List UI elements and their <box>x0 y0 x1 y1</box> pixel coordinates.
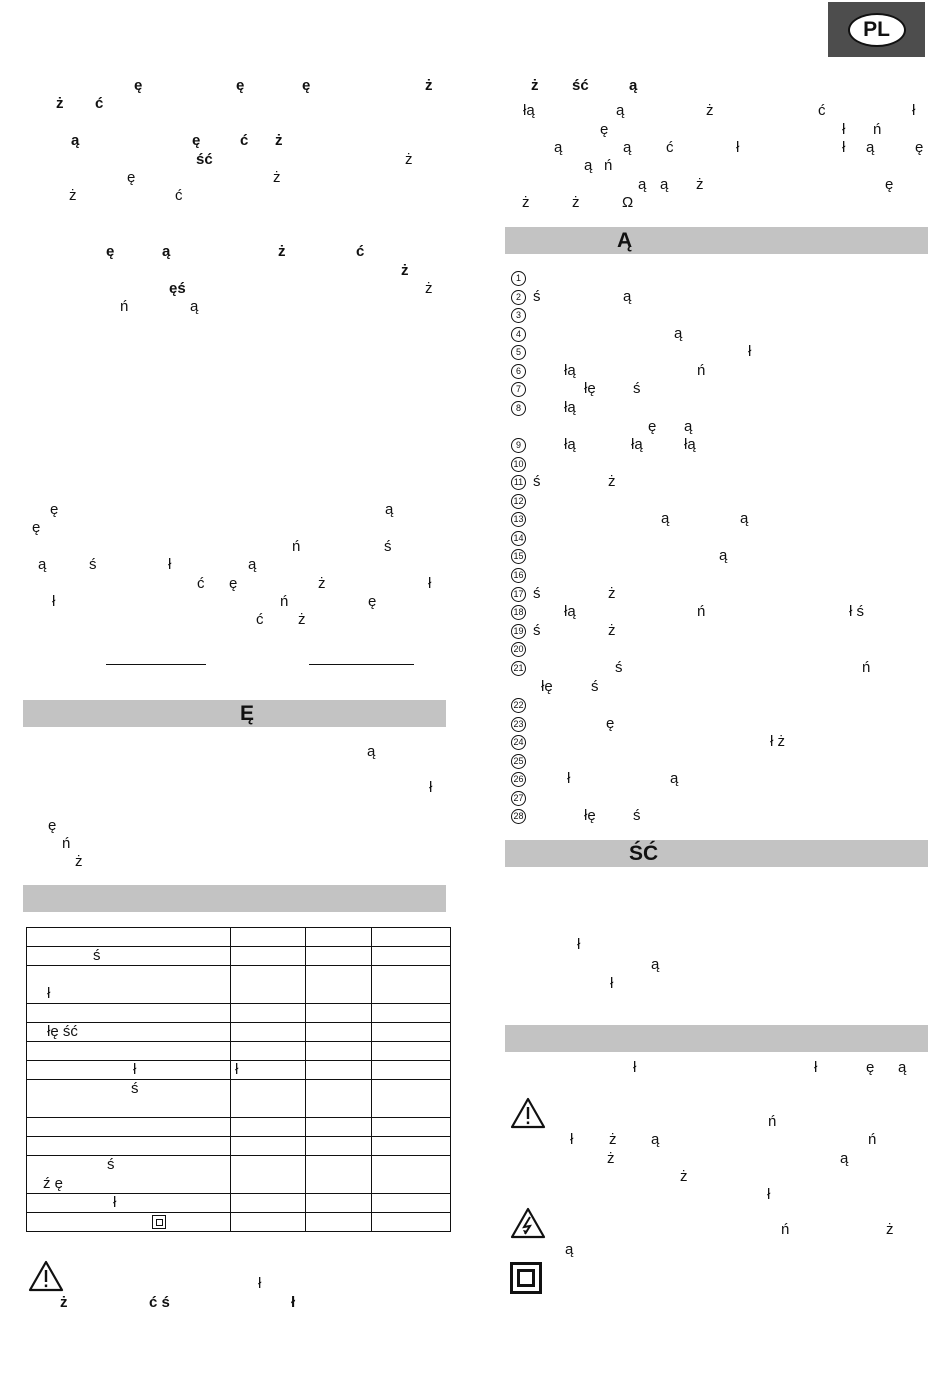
text-fragment: ł <box>767 1186 771 1203</box>
text-fragment: ść <box>196 151 213 168</box>
text-fragment: ń <box>873 121 882 138</box>
text-fragment: ę <box>127 169 136 186</box>
text-fragment: ż <box>273 169 281 186</box>
part-label-fragment: łą <box>631 436 643 453</box>
part-label-fragment: ś <box>533 288 541 305</box>
signature-line-left <box>106 664 206 665</box>
text-fragment: ż <box>275 132 283 149</box>
text-fragment: ń <box>292 538 301 555</box>
text-fragment: ń <box>120 298 129 315</box>
section-bar-a <box>505 227 928 254</box>
text-fragment: ę <box>106 243 115 260</box>
table-cell <box>372 1042 451 1061</box>
text-fragment: ł <box>570 1131 574 1148</box>
part-label-fragment: ś <box>533 585 541 602</box>
part-number: 21 <box>511 661 526 676</box>
text-fragment: ę <box>48 817 57 834</box>
table-row <box>27 1061 451 1080</box>
text-fragment: ż <box>696 176 704 193</box>
part-number: 4 <box>511 327 526 342</box>
table-cell <box>306 947 372 966</box>
table-cell <box>372 1004 451 1023</box>
text-fragment: ł <box>736 139 740 156</box>
cell-text: ł <box>47 985 51 1002</box>
table-cell <box>231 1042 306 1061</box>
table-cell <box>27 928 231 947</box>
text-fragment: ą <box>385 501 394 518</box>
part-label-fragment: ą <box>674 325 683 342</box>
table-cell <box>372 1137 451 1156</box>
part-label-fragment: ń <box>697 603 706 620</box>
text-fragment: ż <box>401 262 409 279</box>
part-label-fragment: łą <box>684 436 696 453</box>
part-number: 9 <box>511 438 526 453</box>
table-cell <box>306 1213 372 1232</box>
text-fragment: ę <box>32 519 41 536</box>
table-row <box>27 1194 451 1213</box>
table-cell <box>27 1042 231 1061</box>
text-fragment: ł <box>291 1294 296 1311</box>
part-label-fragment: łą <box>564 603 576 620</box>
text-fragment: ł <box>168 556 172 573</box>
table-cell <box>306 1061 372 1080</box>
table-row <box>27 1042 451 1061</box>
part-number: 16 <box>511 568 526 583</box>
part-number: 3 <box>511 308 526 323</box>
table-cell <box>306 1042 372 1061</box>
text-fragment: ż <box>69 187 77 204</box>
part-number: 12 <box>511 494 526 509</box>
section-title-sc: ŚĆ <box>629 842 659 865</box>
table-cell <box>372 1194 451 1213</box>
table-cell <box>372 1118 451 1137</box>
text-fragment: ł <box>428 575 432 592</box>
table-row <box>27 966 451 1004</box>
part-number: 14 <box>511 531 526 546</box>
section-bar-e <box>23 700 446 727</box>
text-fragment: ż <box>706 102 714 119</box>
part-label-fragment: ż <box>608 585 616 602</box>
cell-text: ś <box>131 1080 139 1097</box>
part-label-fragment: łą <box>564 436 576 453</box>
text-fragment: ł <box>814 1059 818 1076</box>
text-fragment: ść <box>572 77 589 94</box>
part-label-fragment: ż <box>608 473 616 490</box>
text-fragment: ć <box>356 243 365 260</box>
part-number: 5 <box>511 345 526 360</box>
table-cell <box>231 1137 306 1156</box>
table-cell <box>372 1080 451 1118</box>
section-title-a: Ą <box>617 229 633 252</box>
text-fragment: ń <box>280 593 289 610</box>
part-number: 18 <box>511 605 526 620</box>
text-fragment: ę <box>236 77 245 94</box>
cell-text: ś <box>93 947 101 964</box>
text-fragment: ą <box>162 243 171 260</box>
table-cell <box>231 1194 306 1213</box>
electric-shock-warning-icon <box>510 1207 546 1239</box>
text-fragment: ą <box>38 556 47 573</box>
part-label-fragment: ę <box>606 715 615 732</box>
text-fragment: ż <box>425 280 433 297</box>
text-fragment: ę <box>368 593 377 610</box>
table-cell <box>231 1213 306 1232</box>
table-cell <box>231 947 306 966</box>
table-cell <box>372 928 451 947</box>
table-cell <box>27 1213 231 1232</box>
part-number: 24 <box>511 735 526 750</box>
part-label-fragment: ł ś <box>849 603 864 620</box>
text-fragment: ś <box>89 556 97 573</box>
text-fragment: ż <box>278 243 286 260</box>
text-fragment: ę <box>192 132 201 149</box>
text-fragment: ę <box>50 501 59 518</box>
text-fragment: ą <box>651 1131 660 1148</box>
text-fragment: ś <box>384 538 392 555</box>
part-label-fragment: ś <box>591 678 599 695</box>
cell-text: ł <box>133 1061 137 1078</box>
part-number: 1 <box>511 271 526 286</box>
text-fragment: ę <box>600 121 609 138</box>
text-fragment: ą <box>565 1241 574 1258</box>
part-label-fragment: ł <box>567 770 571 787</box>
text-fragment: ł <box>842 121 846 138</box>
text-fragment: ż <box>886 1221 894 1238</box>
text-fragment: ż <box>405 151 413 168</box>
part-label-fragment: łę <box>584 380 596 397</box>
table-cell <box>372 1156 451 1194</box>
table-cell <box>27 966 231 1004</box>
table-cell <box>231 1023 306 1042</box>
text-fragment: ć <box>95 95 104 112</box>
text-fragment: ż <box>56 95 64 112</box>
text-fragment: ż <box>607 1150 615 1167</box>
text-fragment: ż <box>531 77 539 94</box>
text-fragment: ę <box>134 77 143 94</box>
text-fragment: łą <box>523 102 535 119</box>
table-cell <box>231 1004 306 1023</box>
signature-line-right <box>309 664 414 665</box>
part-label-fragment: ł <box>748 343 752 360</box>
text-fragment: ą <box>367 743 376 760</box>
text-fragment: ż <box>298 611 306 628</box>
part-label-fragment: ń <box>697 362 706 379</box>
part-label-fragment: ś <box>533 473 541 490</box>
table-cell <box>306 1156 372 1194</box>
section-title-e: Ę <box>240 702 255 725</box>
part-number: 25 <box>511 754 526 769</box>
part-number: 7 <box>511 382 526 397</box>
text-fragment: ż <box>75 853 83 870</box>
table-cell <box>372 1023 451 1042</box>
table-cell <box>231 966 306 1004</box>
table-cell <box>27 1023 231 1042</box>
part-label-fragment: ą <box>740 510 749 527</box>
text-fragment: ą <box>866 139 875 156</box>
section-bar-specs <box>23 885 446 912</box>
table-cell <box>372 947 451 966</box>
text-fragment: ą <box>71 132 80 149</box>
text-fragment: ć <box>175 187 183 204</box>
table-cell <box>372 966 451 1004</box>
text-fragment: ł <box>610 975 614 992</box>
text-fragment: ę <box>885 176 894 193</box>
text-fragment: ę <box>229 575 238 592</box>
table-cell <box>27 1194 231 1213</box>
part-label-fragment: łę <box>584 807 596 824</box>
double-insulation-icon <box>510 1262 542 1294</box>
table-cell <box>27 1156 231 1194</box>
section-bar-symbols <box>505 1025 928 1052</box>
part-label-fragment: ą <box>684 418 693 435</box>
part-label-fragment: łę <box>541 678 553 695</box>
table-cell <box>372 1213 451 1232</box>
part-number: 27 <box>511 791 526 806</box>
part-number: 19 <box>511 624 526 639</box>
table-cell <box>306 966 372 1004</box>
table-row <box>27 1004 451 1023</box>
text-fragment: ć <box>666 139 674 156</box>
text-fragment: ą <box>651 956 660 973</box>
text-fragment: ń <box>604 157 613 174</box>
table-cell <box>372 1061 451 1080</box>
text-fragment: ł <box>258 1275 262 1292</box>
table-cell <box>27 1137 231 1156</box>
text-fragment: ą <box>248 556 257 573</box>
cell-text: ź ę <box>43 1175 64 1192</box>
text-fragment: ą <box>623 139 632 156</box>
table-cell <box>306 928 372 947</box>
text-fragment: ć <box>818 102 826 119</box>
part-label-fragment: ą <box>661 510 670 527</box>
table-cell <box>306 1080 372 1118</box>
part-label-fragment: ą <box>623 288 632 305</box>
text-fragment: ń <box>868 1131 877 1148</box>
part-label-fragment: ł ż <box>770 733 785 750</box>
country-badge <box>828 2 925 57</box>
spec-table <box>26 927 451 1232</box>
text-fragment: ą <box>660 176 669 193</box>
text-fragment: ż <box>318 575 326 592</box>
text-fragment: ż <box>609 1131 617 1148</box>
table-cell <box>27 1004 231 1023</box>
cell-text: ł <box>235 1061 239 1078</box>
text-fragment: ą <box>629 77 638 94</box>
text-fragment: ń <box>768 1113 777 1130</box>
cell-text: łę ść <box>47 1023 78 1040</box>
text-fragment: ł <box>633 1059 637 1076</box>
part-number: 8 <box>511 401 526 416</box>
double-insulation-icon <box>152 1215 166 1229</box>
text-fragment: ł <box>912 102 916 119</box>
part-label-fragment: ś <box>633 807 641 824</box>
part-number: 11 <box>511 475 526 490</box>
text-fragment: ż <box>425 77 433 94</box>
table-cell <box>27 1080 231 1118</box>
cell-text: ś <box>107 1156 115 1173</box>
text-fragment: ę <box>915 139 924 156</box>
text-fragment: ń <box>62 835 71 852</box>
part-label-fragment: ń <box>862 659 871 676</box>
part-label-fragment: ś <box>533 622 541 639</box>
text-fragment: ł <box>842 139 846 156</box>
warning-triangle-icon <box>510 1097 546 1129</box>
part-number: 28 <box>511 809 526 824</box>
table-cell <box>231 1080 306 1118</box>
part-number: 15 <box>511 549 526 564</box>
text-fragment: ń <box>781 1221 790 1238</box>
text-fragment: ł <box>577 936 581 953</box>
part-label-fragment: ą <box>719 547 728 564</box>
text-fragment: ą <box>584 157 593 174</box>
part-number: 22 <box>511 698 526 713</box>
table-row <box>27 1137 451 1156</box>
table-row <box>27 1023 451 1042</box>
part-number: 2 <box>511 290 526 305</box>
section-bar-sc <box>505 840 928 867</box>
table-cell <box>231 1156 306 1194</box>
table-cell <box>27 947 231 966</box>
text-fragment: ł <box>52 593 56 610</box>
part-label-fragment: ą <box>670 770 679 787</box>
part-number: 13 <box>511 512 526 527</box>
table-cell <box>231 1118 306 1137</box>
part-label-fragment: łą <box>564 399 576 416</box>
part-number: 17 <box>511 587 526 602</box>
table-row <box>27 1213 451 1232</box>
text-fragment: ą <box>190 298 199 315</box>
country-code: PL <box>848 13 906 47</box>
table-cell <box>306 1118 372 1137</box>
text-fragment: ą <box>554 139 563 156</box>
table-row <box>27 928 451 947</box>
table-row <box>27 1156 451 1194</box>
text-fragment: ż <box>572 194 580 211</box>
part-label-fragment: ż <box>608 622 616 639</box>
text-fragment: ą <box>638 176 647 193</box>
table-row <box>27 1080 451 1118</box>
table-cell <box>27 1118 231 1137</box>
text-fragment: ę <box>866 1059 875 1076</box>
part-label-fragment: ę <box>648 418 657 435</box>
text-fragment: ą <box>898 1059 907 1076</box>
text-fragment: ć <box>240 132 249 149</box>
part-label-fragment: ś <box>633 380 641 397</box>
text-fragment: Ω <box>622 194 634 211</box>
text-fragment: ć <box>256 611 264 628</box>
part-number: 10 <box>511 457 526 472</box>
table-cell <box>27 1061 231 1080</box>
text-fragment: ą <box>616 102 625 119</box>
part-number: 6 <box>511 364 526 379</box>
table-row <box>27 947 451 966</box>
warning-triangle-icon <box>28 1260 64 1292</box>
table-cell <box>306 1023 372 1042</box>
table-cell <box>306 1137 372 1156</box>
part-number: 26 <box>511 772 526 787</box>
text-fragment: ęś <box>169 280 186 297</box>
text-fragment: ż <box>680 1168 688 1185</box>
table-cell <box>231 1061 306 1080</box>
text-fragment: ą <box>840 1150 849 1167</box>
part-number: 23 <box>511 717 526 732</box>
part-label-fragment: łą <box>564 362 576 379</box>
table-cell <box>231 928 306 947</box>
text-fragment: ż <box>60 1294 68 1311</box>
text-fragment: ę <box>302 77 311 94</box>
text-fragment: ć ś <box>149 1294 170 1311</box>
cell-text: ł <box>113 1194 117 1211</box>
text-fragment: ć <box>197 575 205 592</box>
text-fragment: ż <box>522 194 530 211</box>
table-cell <box>306 1004 372 1023</box>
part-label-fragment: ś <box>615 659 623 676</box>
table-row <box>27 1118 451 1137</box>
text-fragment: ł <box>429 779 433 796</box>
part-number: 20 <box>511 642 526 657</box>
table-cell <box>306 1194 372 1213</box>
